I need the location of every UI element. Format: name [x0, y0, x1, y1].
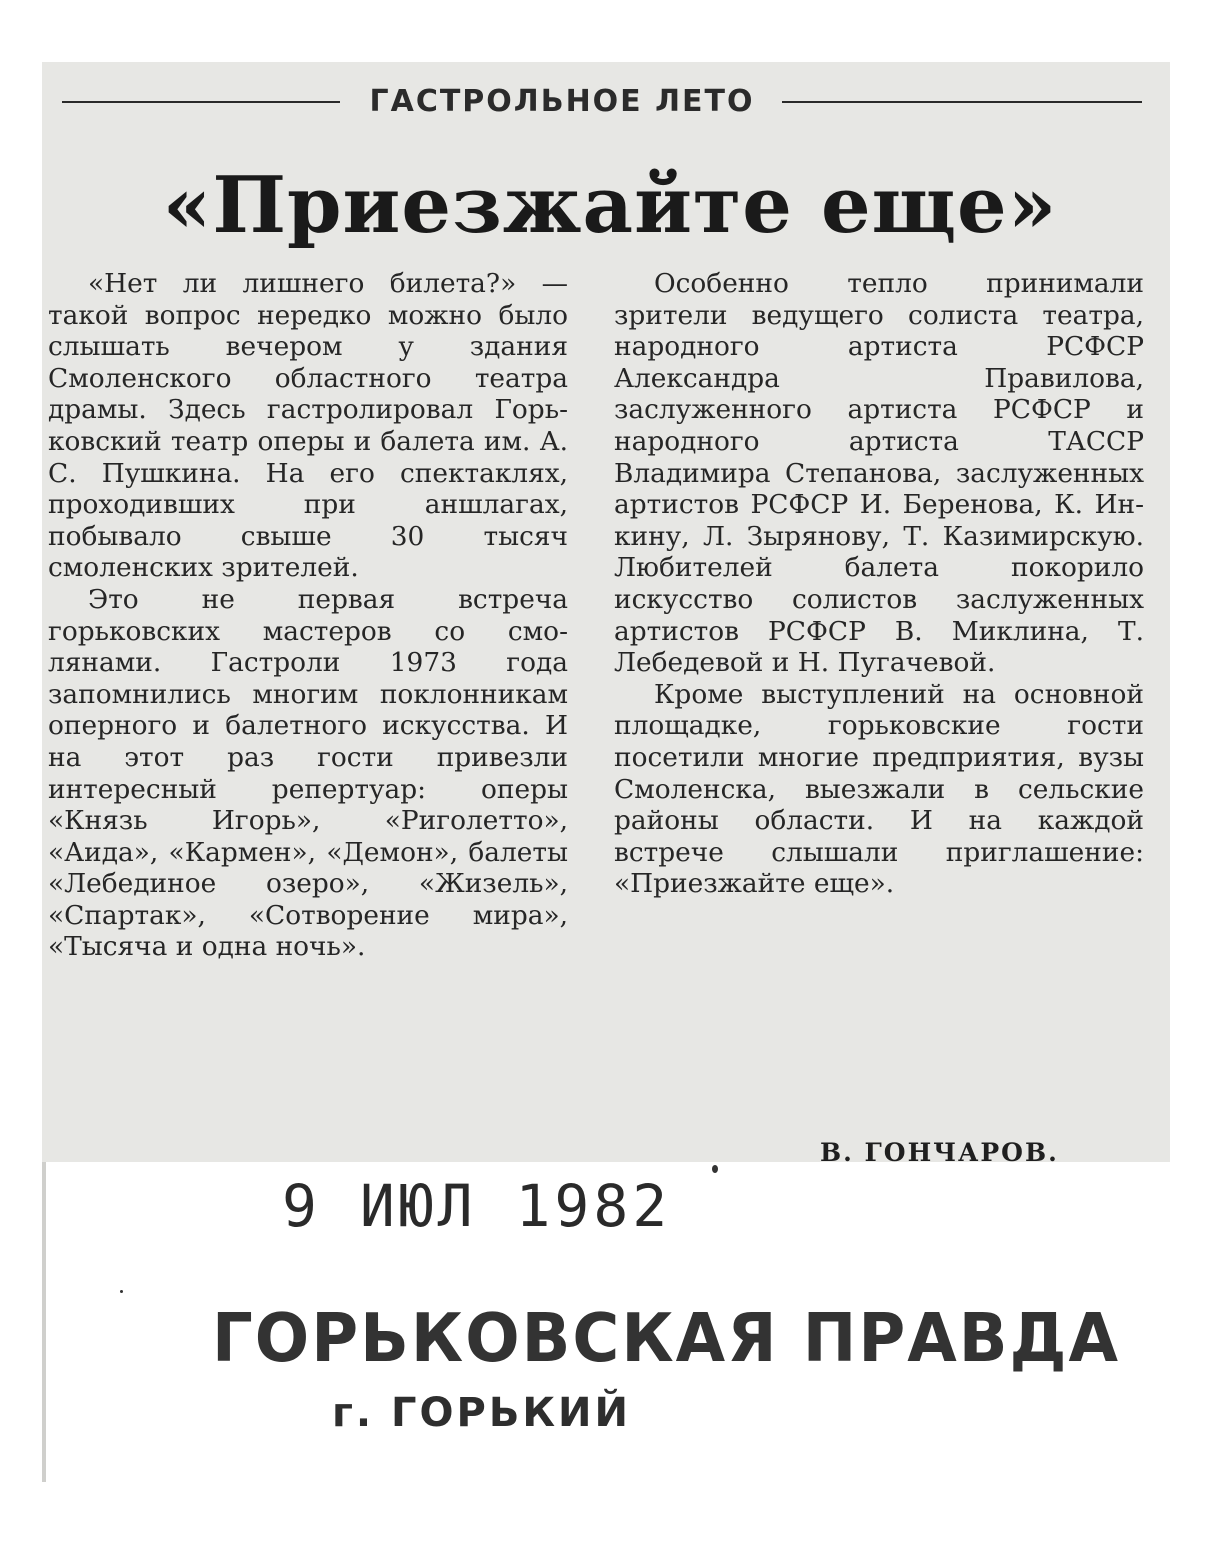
date-stamp: 9 ИЮЛ 1982 [282, 1172, 672, 1240]
rubric-rule-left [62, 101, 340, 103]
ink-speck [120, 1290, 123, 1293]
rubric-title: ГАСТРОЛЬНОЕ ЛЕТО [369, 84, 755, 119]
ink-speck [712, 1165, 718, 1173]
paragraph: Это не первая встреча горьковских мастеров со смолянами. Гастроли 1973 года запомнились многим поклонникам оперного и балетного искусства. И на этот раз гости привезли интересный репертуар: оперы «Князь Игорь», «Риголетто», «Аида», «Кармен», «Демон», балеты «Лебединое озеро», «Жизель», «Спартак», «Сотворение мира», «Тысяча и одна ночь». [48, 583, 568, 963]
rubric-header [62, 82, 1142, 122]
newspaper-stamp: ГОРЬКОВСКАЯ ПРАВДА [212, 1300, 1121, 1378]
rubric-rule-right [782, 101, 1142, 103]
article-column-left [48, 268, 568, 963]
paragraph: Кроме выступлений на основной площадке, горьковские гости посетили многие предприятия, вузы Смоленска, выезжали в сельские районы области. И на каждой встрече слышали приглашение: «Приезжайте еще». [614, 678, 1144, 900]
article-author: В. ГОНЧАРОВ. [820, 1138, 1059, 1167]
article-column-right [614, 268, 1144, 900]
paragraph: Особенно тепло принимали зрители ведущего солиста театра, народного артиста РСФСР Александра Правилова, заслуженного артиста РСФСР и народного артиста ТАССР Владимира Степанова, заслуженных артистов РСФСР И. Беренова, К. Инкину, Л. Зырянову, Т. Казимирскую. Любителей балета покорило искусство солистов заслуженных артистов РСФСР В. Миклина, Т. Лебедевой и Н. Пугачевой. [614, 268, 1144, 679]
city-stamp: г. ГОРЬКИЙ [332, 1390, 631, 1436]
paragraph: «Нет ли лишнего билета?» — такой вопрос нередко можно было слышать вечером у здания Смоленского областного театра драмы. Здесь гастролировал Горьковский театр оперы и балета им. А. С. Пушкина. На его спектаклях, проходивших при аншлагах, побывало свыше 30 тысяч смоленских зрителей. [48, 268, 568, 584]
article-headline: «Приезжайте еще» [162, 160, 1058, 251]
